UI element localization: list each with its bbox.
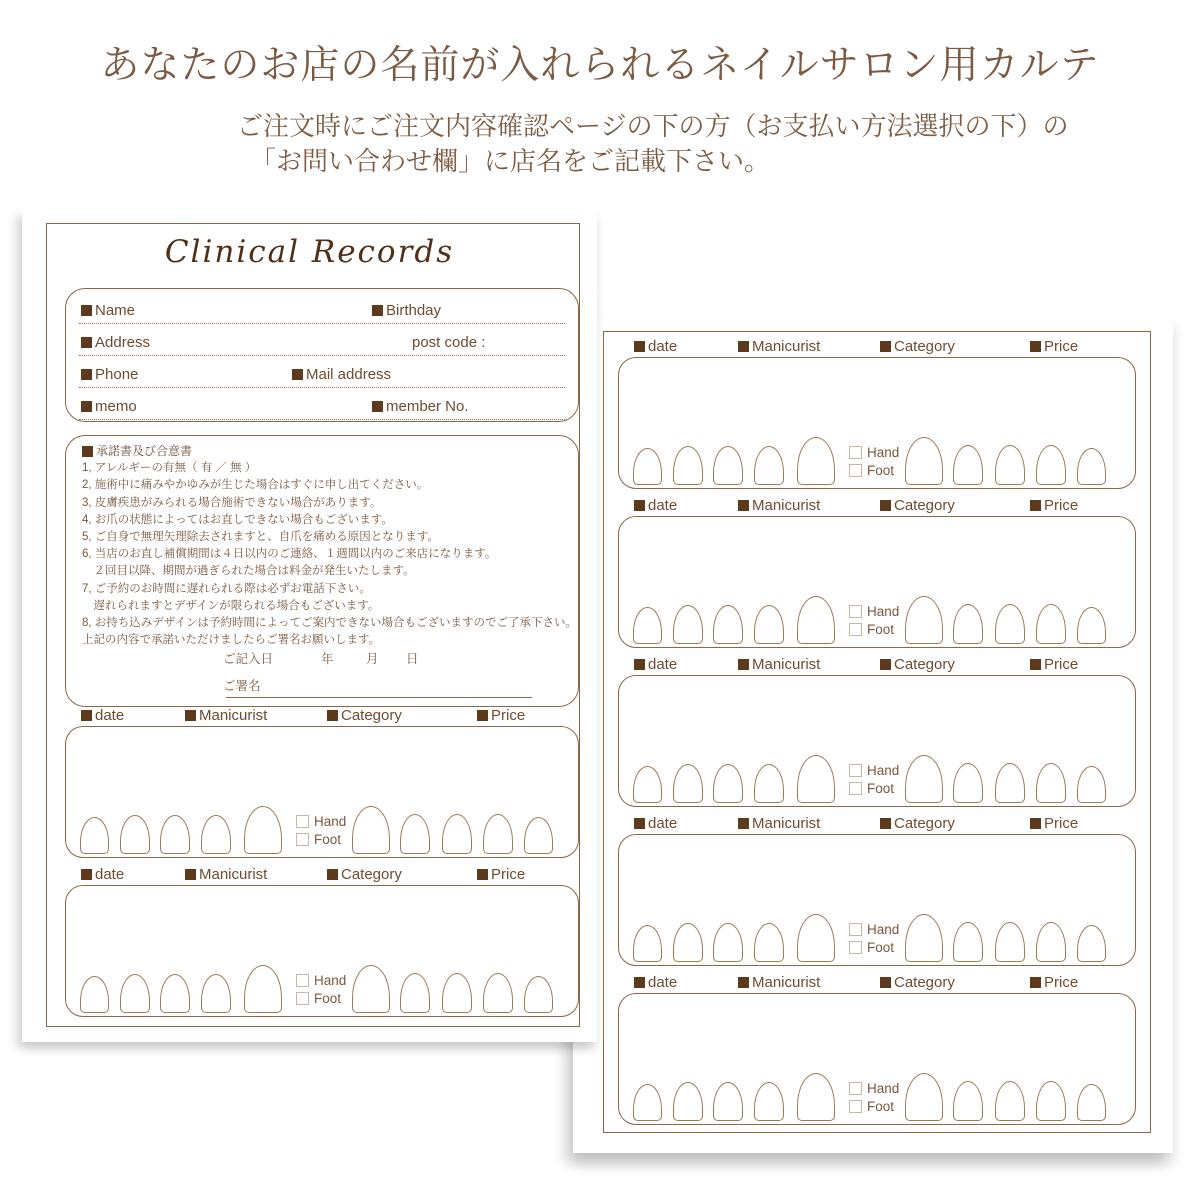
nail-shape-icon	[953, 604, 983, 644]
header-date-label: date	[648, 656, 678, 673]
consent-agreement-box	[65, 435, 579, 707]
nail-shape-icon	[483, 973, 513, 1013]
field-birthday-label: Birthday	[386, 302, 442, 319]
bullet-square-icon	[738, 341, 749, 352]
nail-shape-icon	[797, 437, 835, 485]
signature-line	[226, 697, 532, 698]
header-category	[880, 656, 955, 673]
record-header-row	[618, 656, 1136, 675]
header-manicurist	[185, 707, 267, 724]
consent-text	[66, 436, 578, 649]
consent-item: 2, 施術中に痛みやかゆみが生じた場合はすぐに申し出てください。	[82, 479, 429, 492]
record-header-row	[618, 815, 1136, 834]
consent-items-list	[82, 460, 577, 649]
info-row-address	[79, 324, 565, 356]
consent-item: 1, アレルギーの有無（ 有 ／ 無 ）	[82, 462, 257, 475]
nail-shape-icon	[633, 607, 662, 644]
bullet-square-icon	[738, 977, 749, 988]
hand-label: Hand	[867, 763, 900, 778]
hand-checkbox	[849, 605, 862, 618]
nail-shape-icon	[1036, 604, 1066, 644]
nail-shape-icon	[633, 766, 662, 803]
consent-item: 5, ご自身で無理矢理除去されますと、自爪を痛める原因となります。	[82, 531, 439, 544]
record-block	[618, 497, 1136, 648]
foot-option	[849, 463, 899, 478]
nail-shape-icon	[1036, 1081, 1066, 1121]
bullet-square-icon	[327, 869, 338, 880]
field-name-label: Name	[95, 302, 136, 319]
nail-shape-icon	[797, 755, 835, 803]
nail-shape-icon	[953, 1081, 983, 1121]
hand-foot-options	[296, 970, 346, 1006]
consent-item: ２回目以降、期間が過ぎられた場合は料金が発生いたします。	[82, 565, 415, 578]
nail-shape-icon	[1036, 763, 1066, 803]
hand-checkbox	[849, 923, 862, 936]
nail-shape-icon	[905, 755, 943, 803]
bullet-square-icon	[880, 977, 891, 988]
hand-checkbox	[849, 446, 862, 459]
nail-shape-icon	[905, 914, 943, 962]
header-manicurist	[738, 497, 820, 514]
header-price-label: Price	[1044, 338, 1079, 355]
foot-option	[849, 1099, 899, 1114]
nail-shape-icon	[201, 974, 231, 1013]
nail-shape-icon	[754, 446, 784, 485]
bullet-square-icon	[738, 500, 749, 511]
nail-shape-icon	[754, 1082, 784, 1121]
nail-shape-icon	[120, 974, 150, 1013]
record-header-row	[618, 497, 1136, 516]
nail-shape-icon	[352, 965, 390, 1013]
bullet-square-icon	[880, 659, 891, 670]
header-category	[880, 338, 955, 355]
header-date-label: date	[648, 497, 678, 514]
nail-shape-icon	[633, 925, 662, 962]
header-date	[81, 866, 124, 883]
bullet-square-icon	[1030, 977, 1041, 988]
day-label: 日	[406, 652, 419, 666]
header-category-label: Category	[894, 974, 955, 991]
header-manicurist	[738, 656, 820, 673]
hand-foot-options	[849, 442, 899, 478]
client-info-box	[65, 288, 579, 422]
nail-shape-icon	[442, 973, 472, 1013]
foot-label: Foot	[314, 991, 342, 1006]
header-price-label: Price	[1044, 656, 1079, 673]
nail-shape-icon	[1077, 1084, 1106, 1121]
signature-label: ご署名	[223, 679, 261, 693]
header-price	[477, 866, 525, 883]
nail-shape-icon	[400, 973, 430, 1013]
header-price-label: Price	[1044, 497, 1079, 514]
hand-foot-options	[296, 811, 346, 847]
header-date	[634, 815, 677, 832]
header-category-label: Category	[894, 338, 955, 355]
nail-shape-icon	[905, 437, 943, 485]
nail-shape-icon	[1036, 922, 1066, 962]
header-date-label: date	[648, 815, 678, 832]
nail-shape-icon	[524, 976, 553, 1013]
nail-shape-icon	[713, 446, 743, 485]
hand-label: Hand	[314, 973, 347, 988]
nail-shape-icon	[483, 814, 513, 854]
nail-shape-icon	[673, 764, 703, 803]
foot-option	[296, 832, 346, 847]
header-manicurist-label: Manicurist	[199, 866, 268, 883]
header-manicurist	[185, 866, 267, 883]
header-price	[1030, 974, 1078, 991]
nail-shape-icon	[754, 605, 784, 644]
nail-shape-icon	[797, 596, 835, 644]
header-manicurist-label: Manicurist	[752, 815, 821, 832]
bullet-square-icon	[292, 369, 303, 380]
nail-shape-icon	[754, 923, 784, 962]
header-category	[327, 866, 402, 883]
nail-shape-icon	[953, 922, 983, 962]
foot-checkbox	[296, 992, 309, 1005]
foot-label: Foot	[867, 463, 895, 478]
header-manicurist-label: Manicurist	[752, 974, 821, 991]
record-header-row	[618, 338, 1136, 357]
header-category-label: Category	[341, 707, 402, 724]
header-manicurist	[738, 338, 820, 355]
nail-shape-icon	[995, 922, 1025, 962]
bullet-square-icon	[81, 710, 92, 721]
clinical-records-title: Clinical Records	[164, 234, 455, 270]
nail-shape-icon	[995, 1081, 1025, 1121]
field-memo-label: memo	[95, 398, 137, 415]
field-memo	[81, 398, 137, 415]
record-nail-box	[618, 834, 1136, 966]
header-category-label: Category	[341, 866, 402, 883]
consent-item: 6, 当店のお直し補償期間は４日以内のご連絡、１週間以内のご来店になります。	[82, 548, 497, 561]
bullet-square-icon	[1030, 500, 1041, 511]
bullet-square-icon	[634, 818, 645, 829]
header-manicurist-label: Manicurist	[752, 338, 821, 355]
hand-foot-options	[849, 601, 899, 637]
nail-shape-icon	[160, 974, 190, 1013]
header-date	[81, 707, 124, 724]
header-price-label: Price	[1044, 974, 1079, 991]
back-record-blocks	[618, 338, 1136, 1133]
bullet-square-icon	[634, 977, 645, 988]
info-row-memo-member	[79, 388, 565, 420]
hand-option	[849, 604, 899, 619]
field-birthday	[372, 302, 441, 319]
info-row-phone-mail	[79, 356, 565, 388]
bullet-square-icon	[880, 500, 891, 511]
nail-shape-icon	[995, 763, 1025, 803]
field-phone-label: Phone	[95, 366, 139, 383]
foot-label: Foot	[867, 940, 895, 955]
subtitle-line-1: ご注文時にご注文内容確認ページの下の方（お支払い方法選択の下）の	[237, 111, 1069, 141]
consent-heading-label: 承諾書及び合意書	[96, 444, 193, 458]
header-date	[634, 497, 677, 514]
hand-label: Hand	[867, 922, 900, 937]
header-price	[1030, 497, 1078, 514]
field-member-no	[372, 398, 469, 415]
nail-shape-icon	[673, 923, 703, 962]
bullet-square-icon	[185, 710, 196, 721]
foot-label: Foot	[867, 622, 895, 637]
hand-label: Hand	[867, 604, 900, 619]
nail-shape-icon	[995, 445, 1025, 485]
hand-option	[296, 814, 346, 829]
header-category	[880, 974, 955, 991]
nail-shape-icon	[713, 605, 743, 644]
bullet-square-icon	[634, 659, 645, 670]
foot-checkbox	[849, 1100, 862, 1113]
hand-label: Hand	[867, 445, 900, 460]
nail-shape-icon	[80, 976, 109, 1013]
foot-checkbox	[296, 833, 309, 846]
record-nail-box	[65, 726, 579, 858]
nail-shape-icon	[400, 814, 430, 854]
nail-shape-icon	[160, 815, 190, 854]
field-name	[81, 302, 135, 319]
nail-shape-icon	[442, 814, 472, 854]
nail-shape-icon	[1077, 607, 1106, 644]
bullet-square-icon	[738, 818, 749, 829]
header-manicurist-label: Manicurist	[199, 707, 268, 724]
month-label: 月	[366, 652, 379, 666]
header-category	[880, 815, 955, 832]
consent-item: 3, 皮膚疾患がみられる場合施術できない場合があります。	[82, 496, 382, 509]
bullet-square-icon	[81, 869, 92, 880]
year-label: 年	[321, 652, 334, 666]
hand-label: Hand	[314, 814, 347, 829]
header-price-label: Price	[491, 866, 526, 883]
bullet-square-icon	[880, 341, 891, 352]
record-nail-box	[618, 516, 1136, 648]
nail-shape-icon	[120, 815, 150, 854]
hand-foot-options	[849, 919, 899, 955]
nail-shape-icon	[201, 815, 231, 854]
header-category	[880, 497, 955, 514]
hand-option	[849, 763, 899, 778]
header-date-label: date	[648, 338, 678, 355]
bullet-square-icon	[81, 337, 92, 348]
bullet-square-icon	[634, 341, 645, 352]
header-date-label: date	[648, 974, 678, 991]
entry-date-label: ご記入日	[223, 652, 274, 666]
bullet-square-icon	[82, 446, 93, 457]
header-date-label: date	[95, 866, 125, 883]
nail-shape-icon	[673, 1082, 703, 1121]
bullet-square-icon	[372, 305, 383, 316]
header-price	[1030, 338, 1078, 355]
header-price	[1030, 815, 1078, 832]
field-address-label: Address	[95, 334, 151, 351]
nail-shape-icon	[953, 445, 983, 485]
header-manicurist	[738, 815, 820, 832]
bullet-square-icon	[81, 369, 92, 380]
header-price-label: Price	[1044, 815, 1079, 832]
bullet-square-icon	[1030, 818, 1041, 829]
header-price	[1030, 656, 1078, 673]
nail-shape-icon	[633, 1084, 662, 1121]
foot-checkbox	[849, 782, 862, 795]
nail-shape-icon	[524, 817, 553, 854]
bullet-square-icon	[880, 818, 891, 829]
field-post-code	[412, 334, 485, 351]
nail-shape-icon	[713, 923, 743, 962]
hand-option	[849, 445, 899, 460]
foot-label: Foot	[867, 1099, 895, 1114]
karte-back-page	[573, 315, 1173, 1153]
record-block	[618, 656, 1136, 807]
page-title: あなたのお店の名前が入れられるネイルサロン用カルテ	[100, 44, 1100, 87]
bullet-square-icon	[327, 710, 338, 721]
info-row-name-birthday	[79, 292, 565, 324]
foot-option	[296, 991, 346, 1006]
foot-checkbox	[849, 941, 862, 954]
hand-checkbox	[296, 815, 309, 828]
nail-shape-icon	[905, 596, 943, 644]
record-nail-box	[618, 357, 1136, 489]
record-block	[618, 974, 1136, 1125]
header-category-label: Category	[894, 497, 955, 514]
nail-shape-icon	[80, 817, 109, 854]
bullet-square-icon	[738, 659, 749, 670]
foot-checkbox	[849, 464, 862, 477]
bullet-square-icon	[634, 500, 645, 511]
nail-shape-icon	[673, 446, 703, 485]
bullet-square-icon	[477, 869, 488, 880]
foot-option	[849, 781, 899, 796]
field-mail-address-label: Mail address	[306, 366, 392, 383]
nail-shape-icon	[673, 605, 703, 644]
header-price-label: Price	[491, 707, 526, 724]
header-date	[634, 656, 677, 673]
foot-checkbox	[849, 623, 862, 636]
record-block	[65, 707, 579, 858]
field-mail-address	[292, 366, 391, 383]
nail-shape-icon	[244, 965, 282, 1013]
hand-checkbox	[296, 974, 309, 987]
record-block	[65, 866, 579, 1017]
header-category	[327, 707, 402, 724]
foot-label: Foot	[867, 781, 895, 796]
record-header-row	[65, 707, 579, 726]
header-manicurist-label: Manicurist	[752, 497, 821, 514]
hand-option	[849, 1081, 899, 1096]
header-date-label: date	[95, 707, 125, 724]
nail-shape-icon	[1077, 766, 1106, 803]
field-phone	[81, 366, 138, 383]
header-manicurist	[738, 974, 820, 991]
header-manicurist-label: Manicurist	[752, 656, 821, 673]
nail-shape-icon	[995, 604, 1025, 644]
bullet-square-icon	[81, 305, 92, 316]
hand-option	[296, 973, 346, 988]
hand-foot-options	[849, 760, 899, 796]
header-price	[477, 707, 525, 724]
field-member-no-label: member No.	[386, 398, 469, 415]
consent-item: 遅れられますとデザインが限られる場合もございます。	[82, 599, 380, 612]
field-address	[81, 334, 150, 351]
bullet-square-icon	[372, 401, 383, 412]
front-record-blocks	[65, 707, 579, 1025]
header-date	[634, 338, 677, 355]
nail-shape-icon	[713, 1082, 743, 1121]
karte-front-page	[22, 210, 597, 1042]
nail-shape-icon	[713, 764, 743, 803]
hand-foot-options	[849, 1078, 899, 1114]
bullet-square-icon	[81, 401, 92, 412]
nail-shape-icon	[797, 1073, 835, 1121]
record-block	[618, 815, 1136, 966]
record-nail-box	[65, 885, 579, 1017]
nail-shape-icon	[1036, 445, 1066, 485]
nail-shape-icon	[352, 806, 390, 854]
bullet-square-icon	[185, 869, 196, 880]
nail-shape-icon	[633, 448, 662, 485]
consent-item: 4, お爪の状態によってはお直しできない場合もございます。	[82, 513, 393, 526]
header-category-label: Category	[894, 815, 955, 832]
consent-item: 上記の内容で承諾いただけましたらご署名お願いします。	[82, 634, 381, 647]
nail-shape-icon	[244, 806, 282, 854]
foot-option	[849, 940, 899, 955]
nail-shape-icon	[1077, 925, 1106, 962]
header-date	[634, 974, 677, 991]
nail-shape-icon	[754, 764, 784, 803]
nail-shape-icon	[797, 914, 835, 962]
bullet-square-icon	[477, 710, 488, 721]
consent-item: 8, お持ち込みデザインは予約時間によってご案内できない場合もございますのでご了承下さい。	[82, 617, 577, 630]
record-nail-box	[618, 993, 1136, 1125]
hand-option	[849, 922, 899, 937]
nail-shape-icon	[905, 1073, 943, 1121]
record-header-row	[65, 866, 579, 885]
bullet-square-icon	[1030, 659, 1041, 670]
consent-item: 7, ご予約のお時間に遅れられる際は必ずお電話下さい。	[82, 582, 371, 595]
consent-heading	[82, 443, 568, 460]
hand-label: Hand	[867, 1081, 900, 1096]
header-category-label: Category	[894, 656, 955, 673]
record-header-row	[618, 974, 1136, 993]
hand-checkbox	[849, 764, 862, 777]
field-post-code-label: post code :	[412, 334, 486, 351]
foot-label: Foot	[314, 832, 342, 847]
hand-checkbox	[849, 1082, 862, 1095]
bullet-square-icon	[1030, 341, 1041, 352]
record-nail-box	[618, 675, 1136, 807]
record-block	[618, 338, 1136, 489]
foot-option	[849, 622, 899, 637]
subtitle-line-2: 「お問い合わせ欄」に店名をご記載下さい。	[250, 146, 771, 176]
nail-shape-icon	[1077, 448, 1106, 485]
nail-shape-icon	[953, 763, 983, 803]
